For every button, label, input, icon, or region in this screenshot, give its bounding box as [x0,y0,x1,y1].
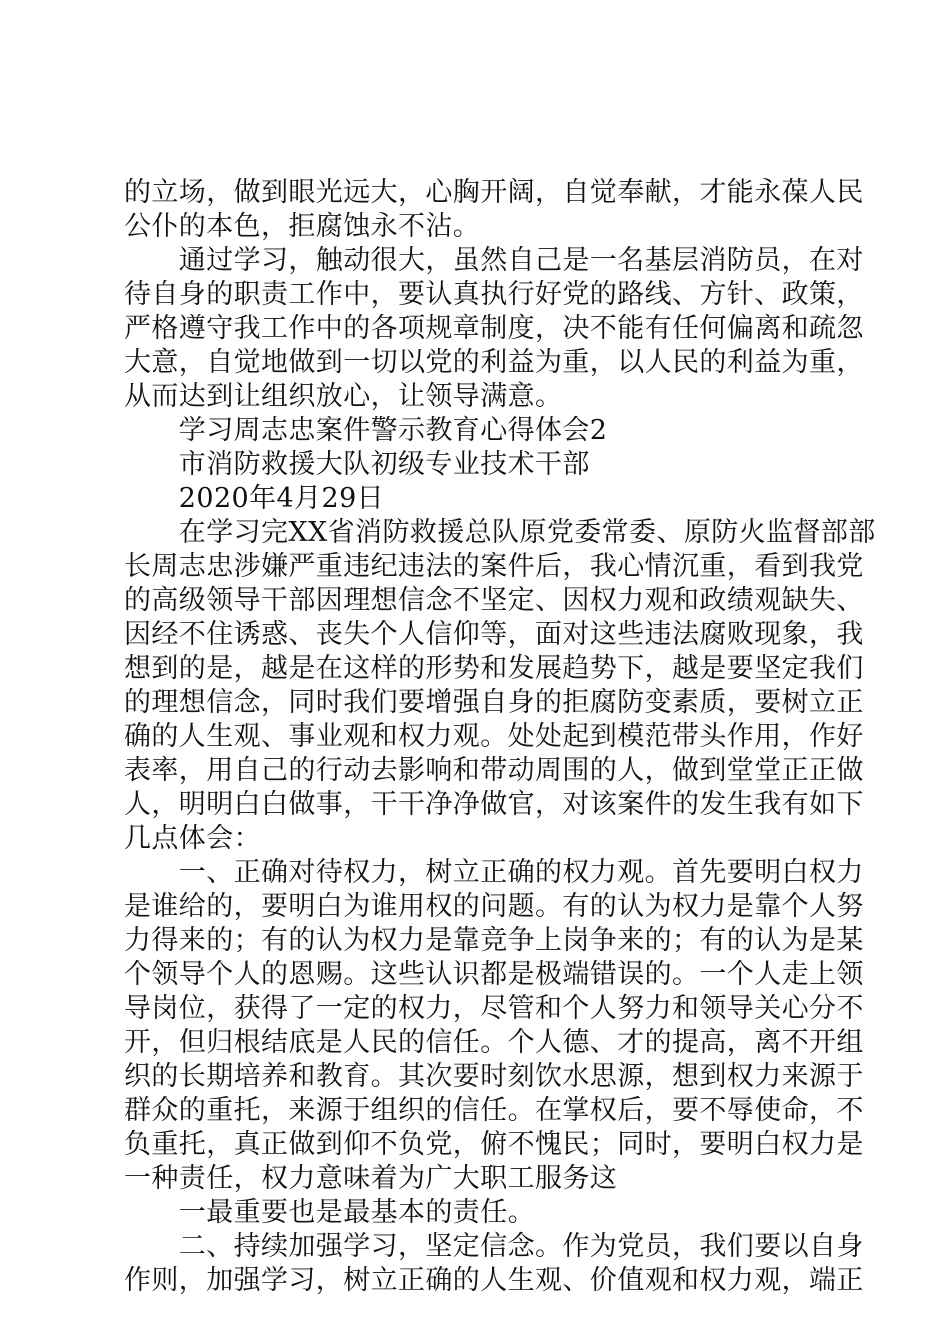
text-line: 导岗位，获得了一定的权力，尽管和个人努力和领导关心分不 [124,993,864,1024]
text-line: 大意，自觉地做到一切以党的利益为重，以人民的利益为重， [124,347,864,378]
author-line: 市消防救援大队初级专业技术干部 [124,449,590,480]
article-title: 学习周志忠案件警示教育心得体会2 [124,415,608,446]
text-line: 一、正确对待权力，树立正确的权力观。首先要明白权力 [124,857,864,888]
text-line: 开，但归根结底是人民的信任。个人德、才的提高，离不开组 [124,1027,864,1058]
text-line: 通过学习，触动很大，虽然自己是一名基层消防员，在对 [124,245,864,276]
text-line: 织的长期培养和教育。其次要时刻饮水思源，想到权力来源于 [124,1061,864,1092]
text-line: 二、持续加强学习，坚定信念。作为党员，我们要以自身 [124,1231,864,1262]
text-line: 一最重要也是最基本的责任。 [124,1197,535,1228]
text-line: 想到的是，越是在这样的形势和发展趋势下，越是要坚定我们 [124,653,864,684]
text-line: 因经不住诱惑、丧失个人信仰等，面对这些违法腐败现象，我 [124,619,864,650]
date-line: 2020年4月29日 [124,483,385,514]
text-line: 负重托，真正做到仰不负党，俯不愧民；同时，要明白权力是 [124,1129,864,1160]
text-line: 公仆的本色，拒腐蚀永不沾。 [124,211,481,242]
text-line: 个领导个人的恩赐。这些认识都是极端错误的。一个人走上领 [124,959,864,990]
text-line: 一种责任，权力意味着为广大职工服务这 [124,1163,618,1194]
text-line: 的立场，做到眼光远大，心胸开阔，自觉奉献，才能永葆人民 [124,177,864,208]
text-line: 几点体会： [124,823,261,854]
text-line: 群众的重托，来源于组织的信任。在掌权后，要不辱使命，不 [124,1095,864,1126]
text-line: 的高级领导干部因理想信念不坚定、因权力观和政绩观缺失、 [124,585,864,616]
text-line: 在学习完XX省消防救援总队原党委常委、原防火监督部部 [124,517,876,548]
text-line: 严格遵守我工作中的各项规章制度，决不能有任何偏离和疏忽 [124,313,864,344]
text-line: 表率，用自己的行动去影响和带动周围的人，做到堂堂正正做 [124,755,864,786]
text-line: 人，明明白白做事，干干净净做官，对该案件的发生我有如下 [124,789,864,820]
text-line: 待自身的职责工作中，要认真执行好党的路线、方针、政策， [124,279,864,310]
text-line: 力得来的；有的认为权力是靠竞争上岗争来的；有的认为是某 [124,925,864,956]
text-line: 是谁给的，要明白为谁用权的问题。有的认为权力是靠个人努 [124,891,864,922]
text-line: 的理想信念，同时我们要增强自身的拒腐防变素质，要树立正 [124,687,864,718]
text-line: 确的人生观、事业观和权力观。处处起到模范带头作用，作好 [124,721,864,752]
text-line: 作则，加强学习，树立正确的人生观、价值观和权力观，端正 [124,1265,864,1296]
text-line: 长周志忠涉嫌严重违纪违法的案件后，我心情沉重，看到我党 [124,551,864,582]
text-line: 从而达到让组织放心，让领导满意。 [124,381,563,412]
